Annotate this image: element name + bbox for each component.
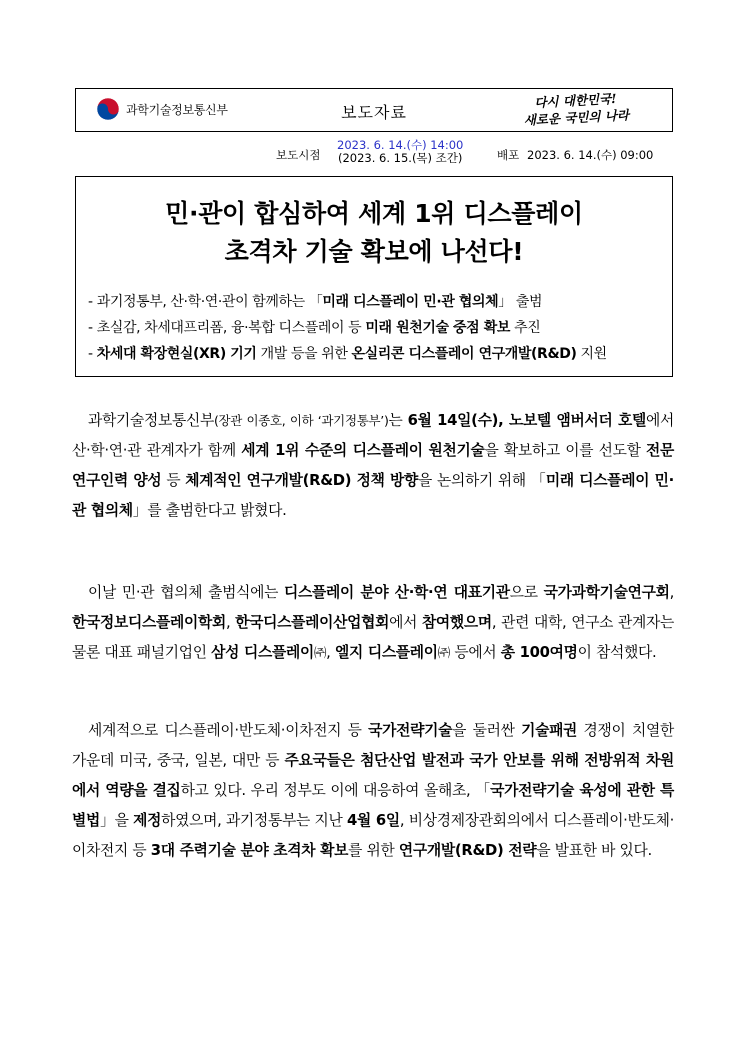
emphasis: 한국정보디스플레이학회 — [72, 614, 226, 631]
emphasis: 한국디스플레이산업협회 — [235, 614, 390, 631]
text: 이날 민·관 협의체 출범식에는 — [88, 584, 285, 601]
body-paragraph-1 — [72, 406, 674, 526]
emphasis: 미래 디스플레이 민·관 협의체 — [72, 472, 674, 519]
emphasis: 주요국들은 첨단산업 발전과 국가 안보를 위해 전방위적 차원에서 역량을 결집 — [72, 752, 674, 799]
text: , — [225, 614, 236, 631]
text: 등 — [161, 472, 186, 489]
subtitle-text: - 초실감, 차세대프리폼, 융·복합 디스플레이 등 — [88, 320, 366, 336]
emphasis: 3대 주력기술 분야 초격차 확보 — [150, 842, 349, 859]
page-title — [76, 195, 672, 271]
text: 에서 — [389, 614, 422, 631]
emphasis: 4월 6일 — [346, 812, 400, 829]
emphasis: 디스플레이 분야 산·학·연 대표기관 — [284, 584, 510, 601]
text: , — [669, 584, 674, 601]
ministry-name: 과학기술정보통신부 — [126, 102, 228, 117]
text: 을 논의하기 위해 「 — [418, 472, 546, 489]
distribution-value: 2023. 6. 14.(수) 09:00 — [527, 148, 654, 162]
slogan-line1: 다시 대한민국! — [533, 90, 617, 111]
emphasis: 체계적인 연구개발(R&D) 정책 방향 — [185, 472, 419, 489]
emphasis: 제정 — [133, 812, 162, 829]
slogan-line2: 새로운 국민의 나라 — [523, 107, 630, 128]
text: 를 위한 — [348, 842, 399, 859]
emphasis: 국가과학기술연구회 — [543, 584, 670, 601]
slogan — [505, 88, 647, 133]
text: , 비상경제장관회의에서 디스플레이·반도체·이차전지 등 — [72, 812, 674, 859]
subtitle-emphasis: 온실리콘 디스플레이 연구개발(R&D) — [351, 346, 577, 362]
emphasis: 기술패권 — [521, 722, 578, 739]
text: (장관 이종호, 이하 ‘과기정통부’) — [213, 413, 389, 428]
emphasis: 삼성 디스플레이 — [211, 644, 314, 661]
release-time-print: (2023. 6. 15.(목) 조간) — [337, 151, 463, 165]
doc-type: 보도자료 — [341, 103, 407, 122]
emphasis: 전문연구인력 양성 — [72, 442, 674, 489]
emphasis: 국가전략기술 — [368, 722, 453, 739]
text: 을 둘러싼 — [452, 722, 522, 739]
subtitle-text: - — [88, 346, 97, 362]
ministry-logo — [96, 97, 228, 121]
text: 등에서 — [450, 644, 501, 661]
release-times — [337, 139, 463, 165]
subtitle-list — [88, 289, 664, 367]
title-line1: 민·관이 합심하여 세계 1위 디스플레이 — [165, 199, 583, 228]
body-paragraph-2 — [72, 578, 674, 668]
text: 을 발표한 바 있다. — [536, 842, 652, 859]
emphasis: 연구개발(R&D) 전략 — [398, 842, 537, 859]
release-label: 보도시점 — [276, 148, 321, 162]
emphasis: 6월 14일(수), 노보텔 앰버서더 호텔 — [407, 412, 646, 429]
subtitle-emphasis: 미래 디스플레이 민·관 협의체 — [322, 294, 499, 310]
subtitle-text: 개발 등을 위한 — [256, 346, 352, 362]
emphasis: 국가전략기술 육성에 관한 특별법 — [72, 782, 674, 829]
text: 」를 출범한다고 밝혔다. — [132, 502, 287, 519]
taegeuk-icon — [96, 97, 120, 121]
body-paragraph-3 — [72, 716, 674, 866]
text: 하였으며, 과기정통부는 지난 — [161, 812, 347, 829]
emphasis: 총 100여명 — [500, 644, 578, 661]
text: ㈜ — [437, 645, 450, 660]
text: , 관련 대학, 연구소 관계자는 물론 대표 패널기업인 — [72, 614, 674, 661]
text: 경쟁이 치열한 가운데 미국, 중국, 일본, 대만 등 — [72, 722, 674, 769]
header-box — [75, 88, 673, 132]
subtitle-emphasis: 차세대 확장현실(XR) 기기 — [96, 346, 257, 362]
subtitle-item — [88, 289, 664, 315]
subtitle-emphasis: 미래 원천기술 중점 확보 — [365, 320, 511, 336]
emphasis: 세계 1위 수준의 디스플레이 원천기술 — [241, 442, 485, 459]
title-line2: 초격차 기술 확보에 나선다! — [224, 237, 524, 266]
text: 으로 — [509, 584, 544, 601]
text: , — [326, 644, 335, 661]
subtitle-item — [88, 341, 664, 367]
subtitle-item — [88, 315, 664, 341]
text: 에서 산·학·연·관 관계자가 함께 — [72, 412, 674, 459]
text: 을 확보하고 이를 선도할 — [484, 442, 646, 459]
text: 는 — [388, 412, 408, 429]
text: ㈜ — [313, 645, 327, 660]
subtitle-text: 추진 — [510, 320, 541, 336]
emphasis: 엘지 디스플레이 — [334, 644, 438, 661]
title-box — [75, 176, 673, 377]
release-time-online: 2023. 6. 14.(수) 14:00 — [337, 138, 464, 152]
text: 하고 있다. 우리 정부도 이에 대응하여 올해초, 「 — [180, 782, 491, 799]
text: 과학기술정보통신부 — [88, 412, 214, 429]
text: 」을 — [100, 812, 134, 829]
text: 세계적으로 디스플레이·반도체·이차전지 등 — [88, 722, 369, 739]
subtitle-text: - 과기정통부, 산·학·연·관이 함께하는 「 — [88, 294, 323, 310]
distribution-label: 배포 — [497, 148, 520, 162]
subtitle-text: 」 출범 — [498, 294, 543, 310]
subtitle-text: 지원 — [576, 346, 607, 362]
text: 이 참석했다. — [577, 644, 657, 661]
emphasis: 참여했으며 — [421, 614, 492, 631]
